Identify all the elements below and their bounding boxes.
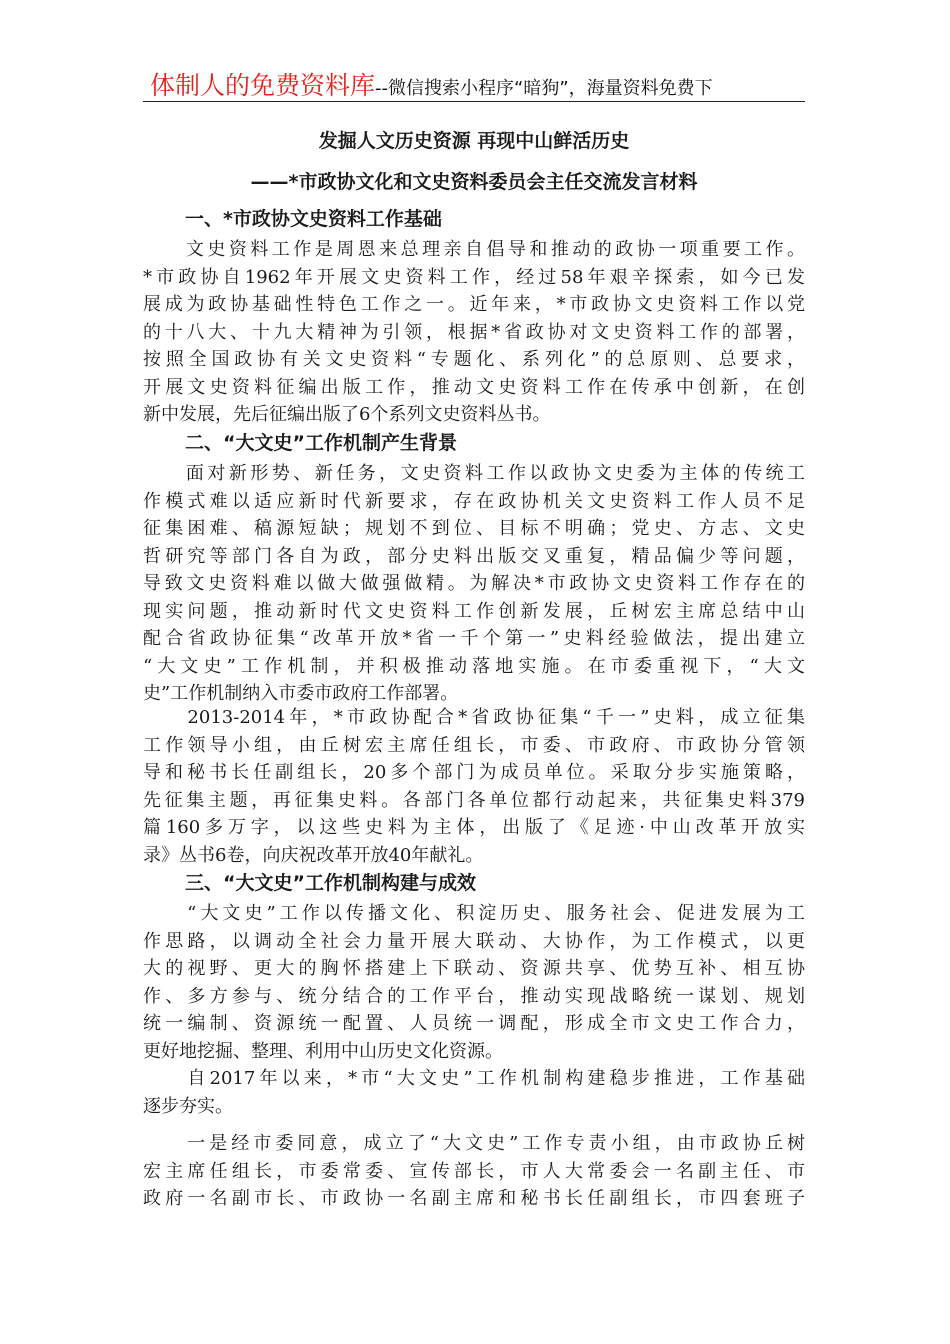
paragraph-5 xyxy=(143,1065,805,1120)
text-line: 政府一名副市长、市政协一名副主席和秘书长任副组长，市四套班子 xyxy=(143,1188,805,1209)
text-line: 作、多方参与、统分结合的工作平台，推动实现战略统一谋划、规划 xyxy=(143,985,805,1007)
text-line: 现实问题，推动新时代文史资料工作创新发展，丘树宏主席总结中山 xyxy=(143,600,805,622)
text-line: 2013-2014年，*市政协配合*省政协征集“千一”史料，成立征集 xyxy=(143,707,805,728)
paragraph-3 xyxy=(143,704,805,869)
text-line: 面对新形势、新任务，文史资料工作以政协文史委为主体的传统工 xyxy=(143,463,805,484)
text-line: 自2017年以来，*市“大文史”工作机制构建稳步推进，工作基础 xyxy=(143,1068,805,1089)
text-line: 的十八大、十九大精神为引领，根据*省政协对文史资料工作的部署， xyxy=(143,321,805,343)
text-line: 统一编制、资源统一配置、人员统一调配，形成全市文史工作合力， xyxy=(143,1013,805,1034)
text-line: 导和秘书长任副组长，20多个部门为成员单位。采取分步实施策略， xyxy=(143,762,805,783)
text-line: 大的视野、更大的胸怀搭建上下联动、资源共享、优势互补、相互协 xyxy=(143,958,805,979)
document-subtitle: ——*市政协文化和文史资料委员会主任交流发言材料 xyxy=(250,171,698,193)
header-divider xyxy=(143,101,805,102)
section-heading-2: 二、“大文史”工作机制产生背景 xyxy=(185,432,457,454)
paragraph-1 xyxy=(143,236,805,429)
text-line: 导致文史资料难以做大做强做精。为解决*市政协文史资料工作存在的 xyxy=(143,573,805,594)
text-line: 作模式难以适应新时代新要求，存在政协机关文史资料工作人员不足 xyxy=(143,490,805,512)
text-line: 文史资料工作是周恩来总理亲自倡导和推动的政协一项重要工作。 xyxy=(143,239,805,260)
text-line: 更好地挖掘、整理、利用中山历史文化资源。 xyxy=(143,1040,503,1062)
text-line: 新中发展，先后征编出版了6个系列文史资料丛书。 xyxy=(143,404,551,425)
paragraph-6 xyxy=(143,1130,805,1213)
text-line: 篇160多万字，以这些史料为主体，出版了《足迹·中山改革开放实 xyxy=(143,817,805,838)
text-line: 哲研究等部门各自为政，部分史料出版交叉重复，精品偏少等问题， xyxy=(143,545,805,567)
text-line: 配合省政协征集“改革开放*省一千个第一”史料经验做法，提出建立 xyxy=(143,628,805,649)
paragraph-2 xyxy=(143,460,805,708)
text-line: 逐步夯实。 xyxy=(143,1095,233,1117)
text-line: 开展文史资料征编出版工作，推动文史资料工作在传承中创新，在创 xyxy=(143,376,805,398)
paragraph-4 xyxy=(143,900,805,1065)
text-line: 作思路，以调动全社会力量开展大联动、大协作，为工作模式，以更 xyxy=(143,930,805,952)
text-line: 一是经市委同意，成立了“大文史”工作专责小组，由市政协丘树 xyxy=(143,1133,805,1154)
header-tagline: --微信搜索小程序“暗狗”，海量资料免费下 xyxy=(375,78,713,99)
header-brand: 体制人的免费资料库 xyxy=(150,71,376,100)
text-line: *市政协自1962年开展文史资料工作，经过58年艰辛探索，如今已发 xyxy=(143,266,805,288)
section-heading-3: 三、“大文史”工作机制构建与成效 xyxy=(185,872,476,894)
text-line: “大文史”工作机制，并积极推动落地实施。在市委重视下，“大文 xyxy=(143,655,805,677)
section-heading-1: 一、*市政协文史资料工作基础 xyxy=(185,208,442,230)
header-banner xyxy=(150,66,800,100)
text-line: “大文史”工作以传播文化、积淀历史、服务社会、促进发展为工 xyxy=(143,903,805,924)
text-line: 展成为政协基础性特色工作之一。近年来，*市政协文史资料工作以党 xyxy=(143,294,805,315)
text-line: 宏主席任组长，市委常委、宣传部长，市人大常委会一名副主任、市 xyxy=(143,1160,805,1182)
text-line: 征集困难、稿源短缺；规划不到位、目标不明确；党史、方志、文史 xyxy=(143,518,805,539)
text-line: 按照全国政协有关文史资料“专题化、系列化”的总原则、总要求， xyxy=(143,349,805,370)
text-line: 史”工作机制纳入市委市政府工作部署。 xyxy=(143,683,459,704)
text-line: 工作领导小组，由丘树宏主席任组长，市委、市政府、市政协分管领 xyxy=(143,734,805,756)
text-line: 录》丛书6卷，向庆祝改革开放40年献礼。 xyxy=(143,844,484,866)
document-title: 发掘人文历史资源 再现中山鲜活历史 xyxy=(318,130,630,152)
text-line: 先征集主题，再征集史料。各部门各单位都行动起来，共征集史料379 xyxy=(143,789,805,811)
